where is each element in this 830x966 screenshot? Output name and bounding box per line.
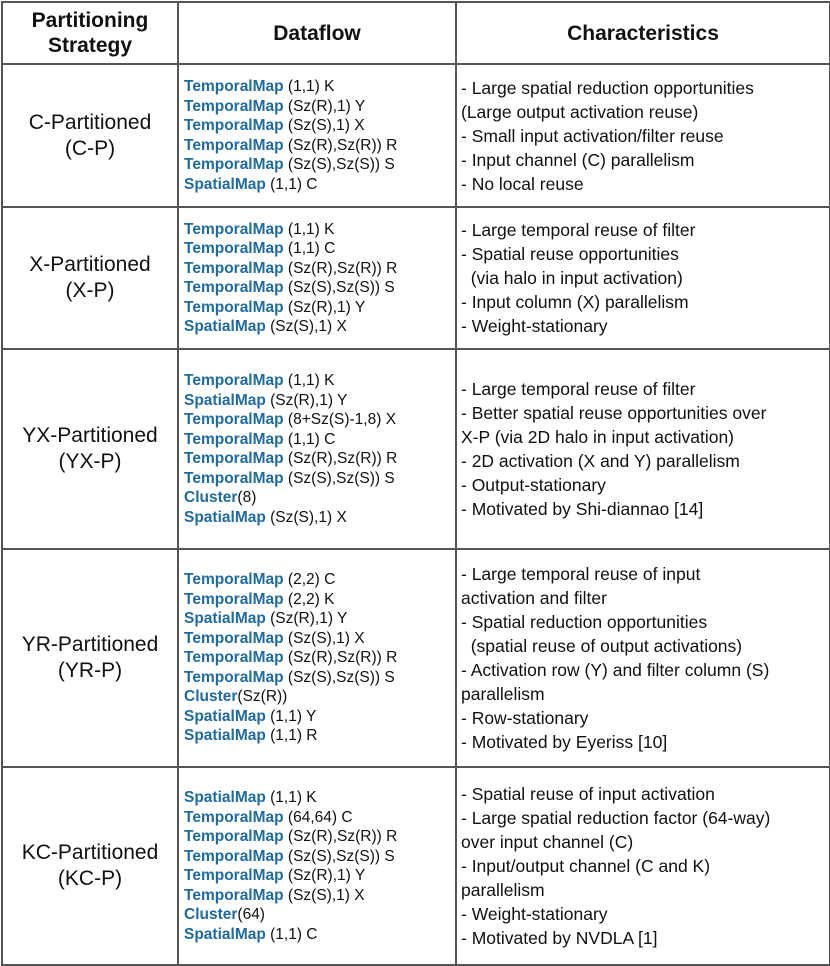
directive-args: (Sz(S),1) X: [265, 318, 347, 335]
directive-args: (64): [237, 906, 265, 923]
dataflow-cell: [178, 549, 456, 767]
header-line: Strategy: [47, 34, 133, 57]
characteristic-line: (Large output activation reuse): [461, 101, 699, 122]
directive-keyword: SpatialMap: [184, 925, 266, 943]
dataflow-directive: [184, 449, 455, 469]
directive-keyword: TemporalMap: [184, 259, 284, 277]
directive-keyword: SpatialMap: [184, 610, 266, 628]
table-row: [2, 64, 830, 207]
directive-keyword: TemporalMap: [184, 78, 284, 95]
directive-keyword: TemporalMap: [184, 279, 284, 296]
characteristic-line: - Large spatial reduction opportunities: [461, 77, 754, 98]
directive-args: (Sz(R),1) Y: [283, 298, 366, 316]
directive-args: (Sz(S),1) X: [283, 629, 365, 647]
characteristic-line: - Motivated by Eyeriss [10]: [461, 732, 668, 752]
dataflow-directive: [184, 886, 455, 906]
directive-keyword: SpatialMap: [184, 727, 266, 745]
strategy-abbrev: (YR-P): [57, 659, 123, 682]
dataflow-directive: [184, 469, 455, 489]
header-characteristics: Characteristics: [456, 2, 830, 64]
characteristic-line: - Activation row (Y) and filter column (S): [461, 660, 770, 680]
directive-args: (Sz(R),Sz(R)) R: [283, 649, 398, 667]
strategy-name: KC-Partitioned: [21, 841, 159, 864]
directive-args: (8+Sz(S)-1,8) X: [283, 411, 397, 428]
dataflow-cell: [178, 349, 456, 549]
characteristic-line: - Spatial reuse of input activation: [461, 784, 715, 804]
directive-keyword: Cluster: [184, 688, 238, 706]
characteristic-line: - Large temporal reuse of filter: [461, 379, 696, 399]
characteristic-line: - Weight-stationary: [461, 316, 608, 336]
directive-args: (1,1) Y: [265, 707, 317, 725]
dataflow-directive: [184, 687, 455, 707]
dataflow-directive: [184, 220, 455, 240]
directive-args: (Sz(R),1) Y: [265, 391, 348, 409]
header-line: Partitioning: [31, 9, 149, 32]
directive-keyword: SpatialMap: [184, 391, 266, 409]
characteristic-line: - Output-stationary: [461, 475, 606, 495]
directive-keyword: TemporalMap: [184, 828, 284, 845]
dataflow-directive: [184, 629, 455, 649]
characteristic-line: - Spatial reuse opportunities: [461, 244, 679, 264]
directive-args: (Sz(R),Sz(R)) R: [283, 828, 398, 845]
dataflow-directive: [184, 866, 455, 886]
characteristic-line: - Large temporal reuse of filter: [461, 220, 696, 240]
strategy-cell: [2, 767, 178, 965]
characteristic-line: - Input/output channel (C and K): [461, 856, 711, 876]
directive-args: (1,1) K: [283, 372, 335, 389]
directive-keyword: TemporalMap: [184, 411, 284, 428]
characteristic-line: - Input column (X) parallelism: [461, 292, 689, 312]
directive-keyword: TemporalMap: [184, 117, 284, 134]
directive-args: (Sz(S),Sz(S)) S: [283, 668, 395, 686]
directive-keyword: TemporalMap: [184, 808, 284, 826]
directive-args: (2,2) K: [283, 590, 335, 608]
strategy-abbrev: (YX-P): [58, 450, 122, 473]
directive-keyword: TemporalMap: [184, 156, 284, 173]
characteristic-line: parallelism: [461, 880, 545, 900]
strategy-name: C-Partitioned: [28, 110, 152, 134]
dataflow-directive: [184, 847, 455, 867]
dataflow-directive: [184, 508, 455, 528]
directive-keyword: TemporalMap: [184, 450, 284, 467]
dataflow-directive: [184, 116, 455, 136]
strategy-abbrev: (C-P): [64, 136, 116, 160]
characteristic-line: - Large spatial reduction factor (64-way): [461, 808, 771, 828]
directive-keyword: TemporalMap: [184, 240, 284, 257]
directive-keyword: SpatialMap: [184, 508, 266, 526]
strategy-abbrev: (X-P): [65, 279, 115, 302]
table-row: [2, 549, 830, 767]
directive-args: (1,1) K: [265, 789, 317, 806]
dataflow-directive: [184, 410, 455, 430]
dataflow-directive: [184, 155, 455, 175]
directive-keyword: TemporalMap: [184, 886, 284, 904]
dataflow-directive: [184, 239, 455, 259]
dataflow-directive: [184, 590, 455, 610]
characteristic-line: - Motivated by Shi-diannao [14]: [461, 499, 704, 519]
directive-args: (Sz(S),Sz(S)) S: [283, 469, 395, 487]
characteristic-line: - Spatial reduction opportunities: [461, 612, 708, 632]
directive-args: (Sz(S),1) X: [283, 117, 365, 134]
dataflow-directive: [184, 905, 455, 925]
directive-args: (Sz(S),Sz(S)) S: [283, 847, 395, 865]
strategy-name: YX-Partitioned: [22, 424, 158, 447]
dataflow-directive: [184, 648, 455, 668]
dataflow-directive: [184, 298, 455, 318]
dataflow-directive: [184, 925, 455, 945]
directive-keyword: TemporalMap: [184, 649, 284, 667]
directive-keyword: TemporalMap: [184, 629, 284, 647]
directive-args: (Sz(S),1) X: [283, 886, 365, 904]
dataflow-directive: [184, 97, 455, 117]
dataflow-directive: [184, 77, 455, 97]
table-row: [2, 767, 830, 965]
directive-args: (1,1) K: [283, 78, 335, 95]
characteristic-line: - Better spatial reuse opportunities over: [461, 403, 767, 423]
strategy-cell: [2, 349, 178, 549]
characteristic-line: (spatial reuse of output activations): [461, 636, 743, 656]
header-partitioning-strategy: [2, 2, 178, 64]
dataflow-directive: [184, 430, 455, 450]
directive-args: (64,64) C: [283, 808, 353, 826]
dataflow-directive: [184, 707, 455, 727]
directive-keyword: TemporalMap: [184, 571, 284, 589]
dataflow-directive: [184, 570, 455, 590]
directive-keyword: TemporalMap: [184, 298, 284, 316]
directive-keyword: Cluster: [184, 906, 238, 923]
characteristic-line: - 2D activation (X and Y) parallelism: [461, 451, 740, 471]
directive-keyword: TemporalMap: [184, 847, 284, 865]
dataflow-directive: [184, 808, 455, 828]
strategy-cell: [2, 549, 178, 767]
directive-keyword: SpatialMap: [184, 318, 266, 335]
directive-keyword: TemporalMap: [184, 136, 284, 154]
directive-keyword: Cluster: [184, 489, 238, 506]
directive-args: (Sz(R),Sz(R)) R: [283, 450, 398, 467]
directive-args: (Sz(S),Sz(S)) S: [283, 156, 395, 173]
directive-keyword: TemporalMap: [184, 668, 284, 686]
dataflow-directive: [184, 488, 455, 508]
characteristic-line: - Weight-stationary: [461, 904, 608, 924]
directive-args: (Sz(R),1) Y: [283, 867, 366, 884]
characteristics-cell: [456, 549, 830, 767]
dataflow-directive: [184, 278, 455, 298]
characteristic-line: - Large temporal reuse of input: [461, 564, 701, 584]
directive-args: (2,2) C: [283, 571, 336, 589]
characteristics-cell: [456, 207, 830, 349]
directive-args: (Sz(R)): [237, 688, 288, 706]
directive-args: (1,1) C: [283, 240, 336, 257]
characteristic-line: activation and filter: [461, 588, 607, 608]
dataflow-cell: [178, 767, 456, 965]
dataflow-directive: [184, 175, 455, 195]
dataflow-directive: [184, 136, 455, 156]
characteristic-line: - Input channel (C) parallelism: [461, 149, 695, 170]
directive-args: (Sz(R),1) Y: [283, 97, 366, 115]
dataflow-directive: [184, 827, 455, 847]
dataflow-cell: [178, 207, 456, 349]
directive-keyword: TemporalMap: [184, 372, 284, 389]
dataflow-directive: [184, 726, 455, 746]
characteristic-line: - Row-stationary: [461, 708, 589, 728]
dataflow-directive: [184, 317, 455, 337]
characteristic-line: - No local reuse: [461, 173, 584, 194]
directive-keyword: TemporalMap: [184, 220, 284, 238]
strategy-cell: [2, 64, 178, 207]
characteristic-line: over input channel (C): [461, 832, 634, 852]
directive-args: (Sz(S),Sz(S)) S: [283, 279, 395, 296]
partitioning-strategies-table: [1, 1, 830, 966]
dataflow-directive: [184, 391, 455, 411]
directive-keyword: TemporalMap: [184, 97, 284, 115]
header-row: [2, 2, 830, 64]
strategy-name: YR-Partitioned: [21, 633, 159, 656]
directive-args: (1,1) C: [265, 175, 318, 193]
characteristic-line: - Small input activation/filter reuse: [461, 125, 724, 146]
directive-args: (1,1) K: [283, 220, 335, 238]
directive-args: (1,1) R: [265, 727, 318, 745]
dataflow-directive: [184, 371, 455, 391]
characteristic-line: (via halo in input activation): [461, 268, 683, 288]
directive-args: (Sz(R),Sz(R)) R: [283, 259, 398, 277]
table-row: [2, 207, 830, 349]
directive-args: (1,1) C: [265, 925, 318, 943]
characteristic-line: X-P (via 2D halo in input activation): [461, 427, 735, 447]
directive-args: (8): [237, 489, 257, 506]
directive-args: (Sz(R),Sz(R)) R: [283, 136, 398, 154]
strategy-name: X-Partitioned: [29, 253, 151, 276]
directive-args: (1,1) C: [283, 430, 336, 448]
directive-keyword: TemporalMap: [184, 469, 284, 487]
dataflow-directive: [184, 259, 455, 279]
directive-args: (Sz(R),1) Y: [265, 610, 348, 628]
directive-keyword: SpatialMap: [184, 175, 266, 193]
characteristics-cell: [456, 767, 830, 965]
directive-keyword: TemporalMap: [184, 867, 284, 884]
dataflow-directive: [184, 788, 455, 808]
dataflow-cell: [178, 64, 456, 207]
characteristics-cell: [456, 64, 830, 207]
characteristic-line: parallelism: [461, 684, 545, 704]
directive-keyword: TemporalMap: [184, 590, 284, 608]
strategy-abbrev: (KC-P): [57, 867, 123, 890]
characteristics-cell: [456, 349, 830, 549]
characteristic-line: - Motivated by NVDLA [1]: [461, 928, 658, 948]
directive-args: (Sz(S),1) X: [265, 508, 347, 526]
directive-keyword: TemporalMap: [184, 430, 284, 448]
directive-keyword: SpatialMap: [184, 789, 266, 806]
header-dataflow: Dataflow: [178, 2, 456, 64]
dataflow-directive: [184, 609, 455, 629]
table-row: [2, 349, 830, 549]
strategy-cell: [2, 207, 178, 349]
dataflow-directive: [184, 668, 455, 688]
directive-keyword: SpatialMap: [184, 707, 266, 725]
